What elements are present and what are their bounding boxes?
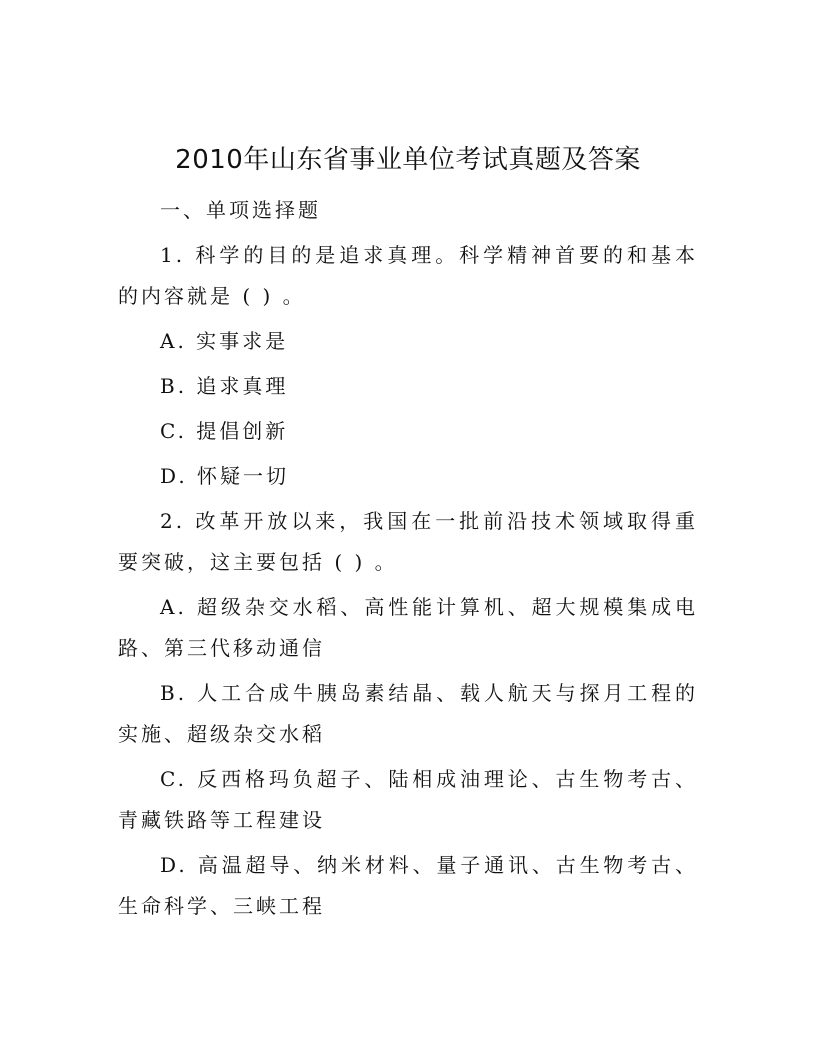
option-b: B. 追求真理 xyxy=(160,374,289,398)
question-stem: 1. 科学的目的是追求真理。科学精神首要的和基本的内容就是 ( ) 。 xyxy=(118,243,698,308)
section-heading: 一、单项选择题 xyxy=(160,198,321,222)
option-c: C. 提倡创新 xyxy=(160,419,289,443)
option-a: A. 超级杂交水稻、高性能计算机、超大规模集成电路、第三代移动通信 xyxy=(118,595,698,660)
question-2 xyxy=(118,501,698,927)
document-body xyxy=(118,138,698,931)
option-d: D. 怀疑一切 xyxy=(160,464,290,488)
option-c: C. 反西格玛负超子、陆相成油理论、古生物考古、青藏铁路等工程建设 xyxy=(118,767,698,832)
option-b: B. 人工合成牛胰岛素结晶、载人航天与探月工程的实施、超级杂交水稻 xyxy=(118,681,698,746)
option-a: A. 实事求是 xyxy=(160,329,289,353)
document-title: 2010年山东省事业单位考试真题及答案 xyxy=(175,145,641,175)
question-1 xyxy=(118,235,698,497)
question-stem: 2. 改革开放以来，我国在一批前沿技术领域取得重要突破，这主要包括 ( ) 。 xyxy=(118,509,698,574)
option-d: D. 高温超导、纳米材料、量子通讯、古生物考古、生命科学、三峡工程 xyxy=(118,853,698,918)
